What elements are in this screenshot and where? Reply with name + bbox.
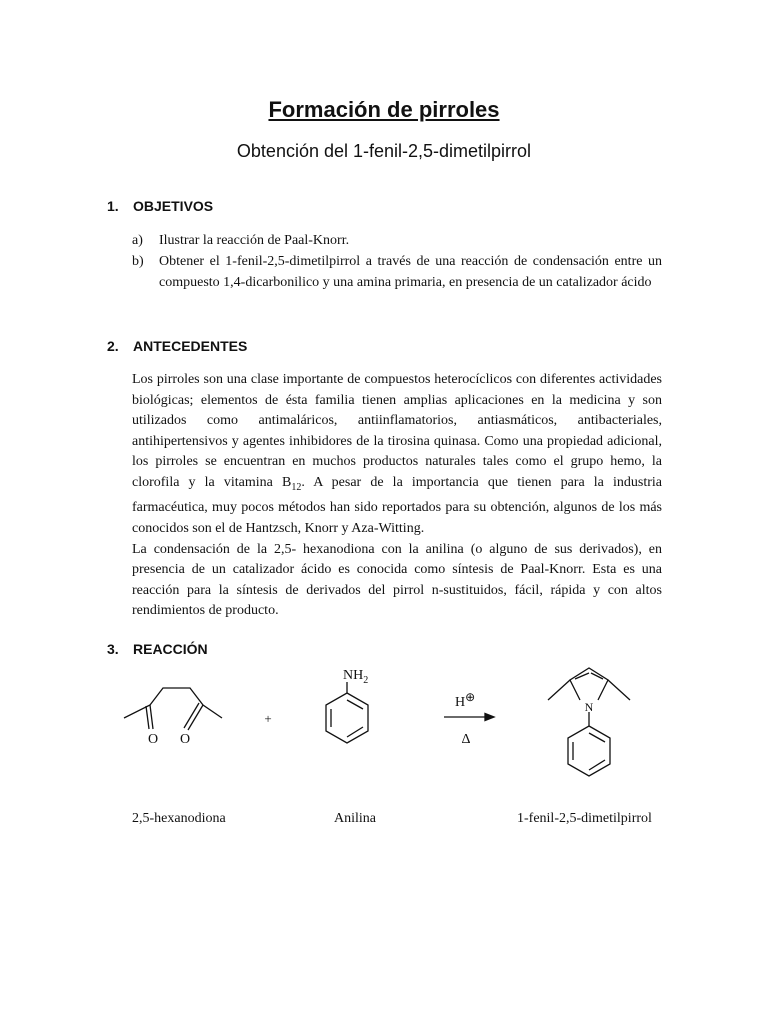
plus-sign: +: [264, 711, 272, 726]
oxygen-label: O: [179, 732, 191, 747]
section-title: OBJETIVOS: [133, 198, 214, 214]
paragraph: [132, 370, 662, 540]
caption-aniline: Anilina: [334, 811, 376, 826]
section-heading-antecedentes: [107, 338, 247, 354]
phenyl-dimethylpyrrole-structure: [548, 668, 630, 776]
nitrogen-label: N: [584, 700, 594, 714]
list-marker: b): [132, 254, 144, 269]
paragraph-text: Los pirroles son una clase importante de compuestos heterocíclicos con diferentes actividades biológicas; elementos de ésta familia tienen amplias aplicaciones en la medicina y son utilizados como antimaláricos, antiinflamatorios, antiasmáticos, antibacteriales, antihipertensivos y agentes inhibidores de la tirosina quinasa. Como una propiedad adicional, los pirroles se encuentran en muchos productos naturales tales como el grupo hemo, la clorofila y la vitamina B: [132, 372, 662, 490]
document-subtitle: Obtención del 1-fenil-2,5-dimetilpirrol: [236, 141, 532, 161]
paragraph: La condensación de la 2,5- hexanodiona con la anilina (o alguno de sus derivados), en presencia de un catalizador ácido es conocida como síntesis de Paal-Knorr. Esta es una reacción para la síntesis de derivados del pirrol n-sustituidos, fácil, rápida y con altos rendimientos de producto.: [132, 541, 662, 619]
document-title: Formación de pirroles: [268, 97, 500, 122]
positive-charge-icon: ⊕: [465, 690, 476, 704]
section-number: 3.: [107, 641, 119, 657]
section-heading-objetivos: [107, 198, 213, 214]
section-title: ANTECEDENTES: [133, 338, 248, 354]
subscript: 12: [291, 481, 302, 493]
acid-h: H: [455, 695, 466, 710]
reaction-scheme: [0, 655, 768, 805]
aniline-structure: [326, 682, 368, 743]
list-item-text: Obtener el 1-fenil-2,5-dimetilpirrol a través de una reacción de condensación entre un compuesto 1,4-dicarbonilico y una amina primaria, en presencia de un catalizador ácido: [159, 254, 662, 290]
heat-symbol: Δ: [461, 732, 471, 747]
section-title: REACCIÓN: [133, 641, 208, 657]
hexanedione-structure: [124, 688, 222, 730]
section-number: 2.: [107, 338, 119, 354]
list-item: [132, 251, 662, 293]
acid-catalyst-label: [455, 690, 475, 710]
list-marker: a): [132, 233, 143, 248]
amine-label-subscript: 2: [363, 675, 369, 686]
list-item-text: Ilustrar la reacción de Paal-Knorr.: [159, 233, 350, 248]
antecedentes-body: [132, 370, 662, 622]
paragraph-text: . A pesar de la importancia que tienen para la industria farmacéutica, muy pocos métodos han sido reportados para su obtención, algunos de los más conocidos son el de Hantzsch, Knorr y Aza-Witting.: [132, 474, 662, 536]
reaction-arrow: [444, 714, 494, 721]
section-number: 1.: [107, 198, 119, 214]
caption-product: 1-fenil-2,5-dimetilpirrol: [517, 811, 652, 826]
caption-hexanedione: 2,5-hexanodiona: [132, 811, 226, 826]
oxygen-label: O: [147, 732, 159, 747]
objectives-list: [132, 230, 662, 293]
list-item: [132, 230, 662, 251]
amine-label-main: NH: [343, 668, 364, 683]
